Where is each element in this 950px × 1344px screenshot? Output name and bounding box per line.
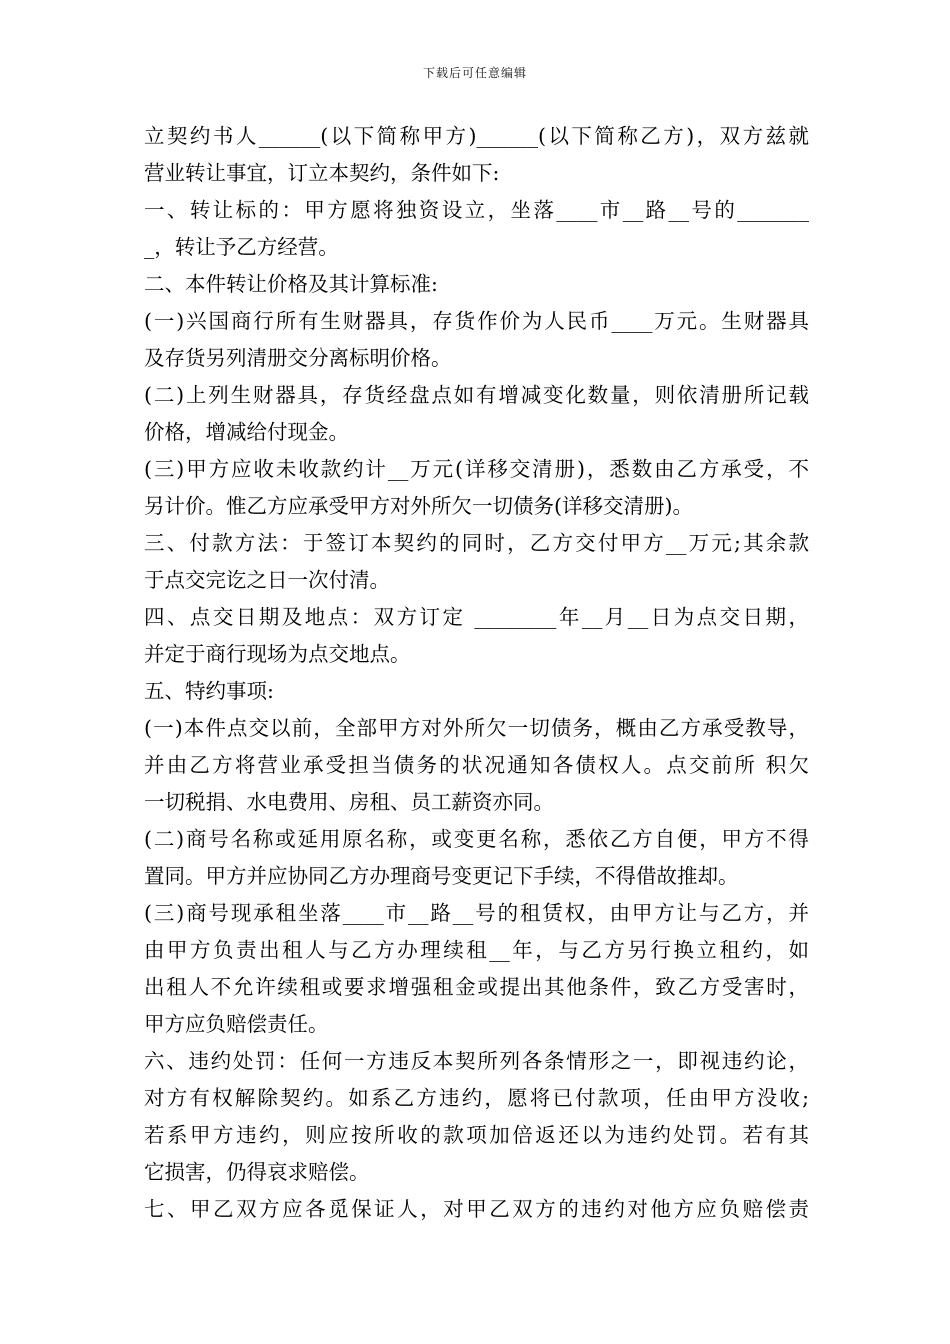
paragraph-line: 甲方应负赔偿责任。	[144, 1012, 329, 1036]
paragraph-line: 一、转让标的：甲方愿将独资设立，坐落____市__路__号的_______	[144, 198, 809, 222]
paragraph-line: 置同。甲方并应协同乙方办理商号变更记下手续，不得借故推却。	[144, 864, 739, 888]
document-body	[144, 118, 809, 1228]
paragraph-line: (三)商号现承租坐落____市__路__号的租赁权，由甲方让与乙方，并	[144, 901, 809, 925]
paragraph-line: 二、本件转让价格及其计算标准:	[144, 272, 438, 296]
paragraph-line: 及存货另列清册交分离标明价格。	[144, 346, 452, 370]
paragraph-line: 六、违约处罚：任何一方违反本契所列各条情形之一，即视违约论，	[144, 1049, 809, 1073]
paragraph-line: (二)上列生财器具，存货经盘点如有增减变化数量，则依清册所记载	[144, 383, 809, 407]
paragraph-line: 由甲方负责出租人与乙方办理续租__年，与乙方另行换立租约，如	[144, 938, 809, 962]
paragraph-line: (二)商号名称或延用原名称，或变更名称，悉依乙方自便，甲方不得	[144, 827, 809, 851]
paragraph-line: 三、付款方法：于签订本契约的同时，乙方交付甲方__万元;其余款	[144, 531, 809, 555]
paragraph-line: (一)本件点交以前，全部甲方对外所欠一切债务，概由乙方承受教导，	[144, 716, 809, 740]
paragraph-line: 对方有权解除契约。如系乙方违约，愿将已付款项，任由甲方没收;	[144, 1086, 809, 1110]
paragraph-line: 立契约书人______(以下简称甲方)______(以下简称乙方)，双方兹就	[144, 124, 809, 148]
paragraph-line: 另计价。惟乙方应承受甲方对外所欠一切债务(详移交清册)。	[144, 494, 693, 518]
paragraph-line: (一)兴国商行所有生财器具，存货作价为人民币____万元。生财器具	[144, 309, 809, 333]
paragraph-line: 它损害，仍得哀求赔偿。	[144, 1160, 370, 1184]
paragraph-line: 营业转让事宜，订立本契约，条件如下:	[144, 161, 500, 185]
paragraph-line: 并由乙方将营业承受担当债务的状况通知各债权人。点交前所 积欠	[144, 753, 809, 777]
paragraph-line: 一切税捐、水电费用、房租、员工薪资亦同。	[144, 790, 554, 814]
paragraph-line: 四、点交日期及地点：双方订定 ________年__月__日为点交日期，	[144, 605, 809, 629]
paragraph-line: 若系甲方违约，则应按所收的款项加倍返还以为违约处罚。若有其	[144, 1123, 809, 1147]
paragraph-line: 五、特约事项:	[144, 679, 274, 703]
paragraph-line: 出租人不允许续租或要求增强租金或提出其他条件，致乙方受害时，	[144, 975, 809, 999]
paragraph-line: 于点交完讫之日一次付清。	[144, 568, 390, 592]
paragraph-line: _，转让予乙方经营。	[144, 235, 339, 259]
paragraph-line: 并定于商行现场为点交地点。	[144, 642, 411, 666]
paragraph-line: 价格，增减给付现金。	[144, 420, 349, 444]
paragraph-line: 七、甲乙双方应各觅保证人，对甲乙双方的违约对他方应负赔偿责	[144, 1197, 809, 1221]
paragraph-line: (三)甲方应收未收款约计__万元(详移交清册)，悉数由乙方承受，不	[144, 457, 809, 481]
header-note: 下载后可任意编辑	[422, 66, 527, 80]
